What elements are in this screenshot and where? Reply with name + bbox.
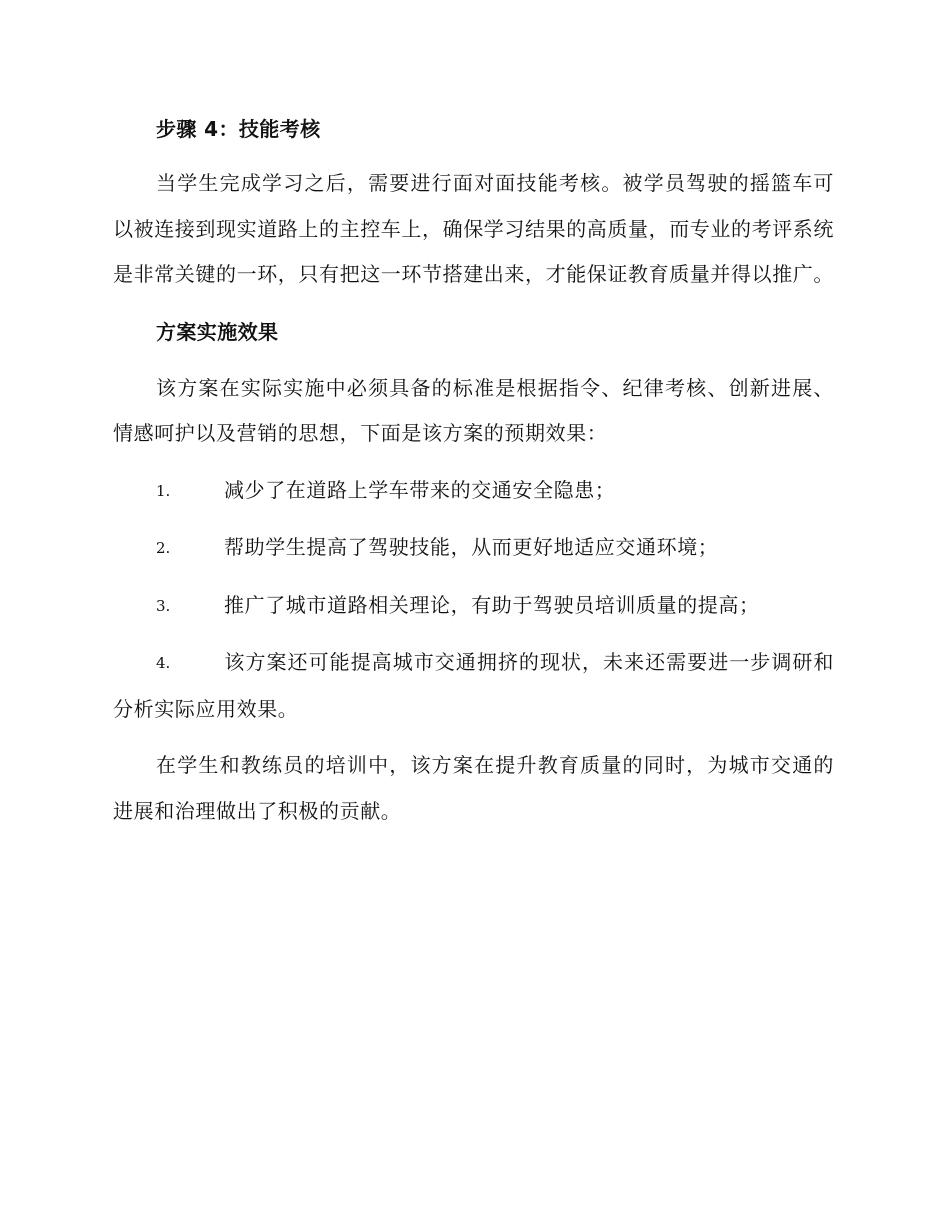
- list-item: [113, 525, 834, 572]
- list-item: [113, 468, 834, 515]
- paragraph-conclusion: 在学生和教练员的培训中，该方案在提升教育质量的同时，为城市交通的进展和治理做出了积极的贡献。: [113, 753, 834, 823]
- list-item-text: 推广了城市道路相关理论，有助于驾驶员培训质量的提高；: [224, 592, 760, 617]
- effect-list: [113, 468, 834, 733]
- paragraph-effect-intro: 该方案在实际实施中必须具备的标准是根据指令、纪律考核、创新进展、情感呵护以及营销的思想，下面是该方案的预期效果：: [113, 375, 834, 445]
- list-item-number: 2.: [156, 539, 171, 557]
- section-heading-implementation-effect: 方案实施效果: [156, 319, 279, 344]
- list-item-number: 4.: [156, 654, 171, 672]
- list-item: [113, 640, 834, 732]
- list-item: [113, 583, 834, 630]
- paragraph-skill-assessment: 当学生完成学习之后，需要进行面对面技能考核。被学员驾驶的摇篮车可以被连接到现实道路上的主控车上，确保学习结果的高质量，而专业的考评系统是非常关键的一环，只有把这一环节搭建出来，才能保证教育质量并得以推广。: [113, 171, 834, 286]
- section-heading-skill-assessment: 步骤 4：技能考核: [156, 117, 321, 141]
- list-item-number: 1.: [156, 481, 171, 500]
- list-item-text: 帮助学生提高了驾驶技能，从而更好地适应交通环境；: [224, 535, 719, 559]
- list-item-text: 该方案还可能提高城市交通拥挤的现状，未来还需要进一步调研和分析实际应用效果。: [113, 650, 834, 721]
- list-item-number: 3.: [156, 596, 171, 615]
- list-item-text: 减少了在道路上学车带来的交通安全隐患；: [224, 477, 616, 502]
